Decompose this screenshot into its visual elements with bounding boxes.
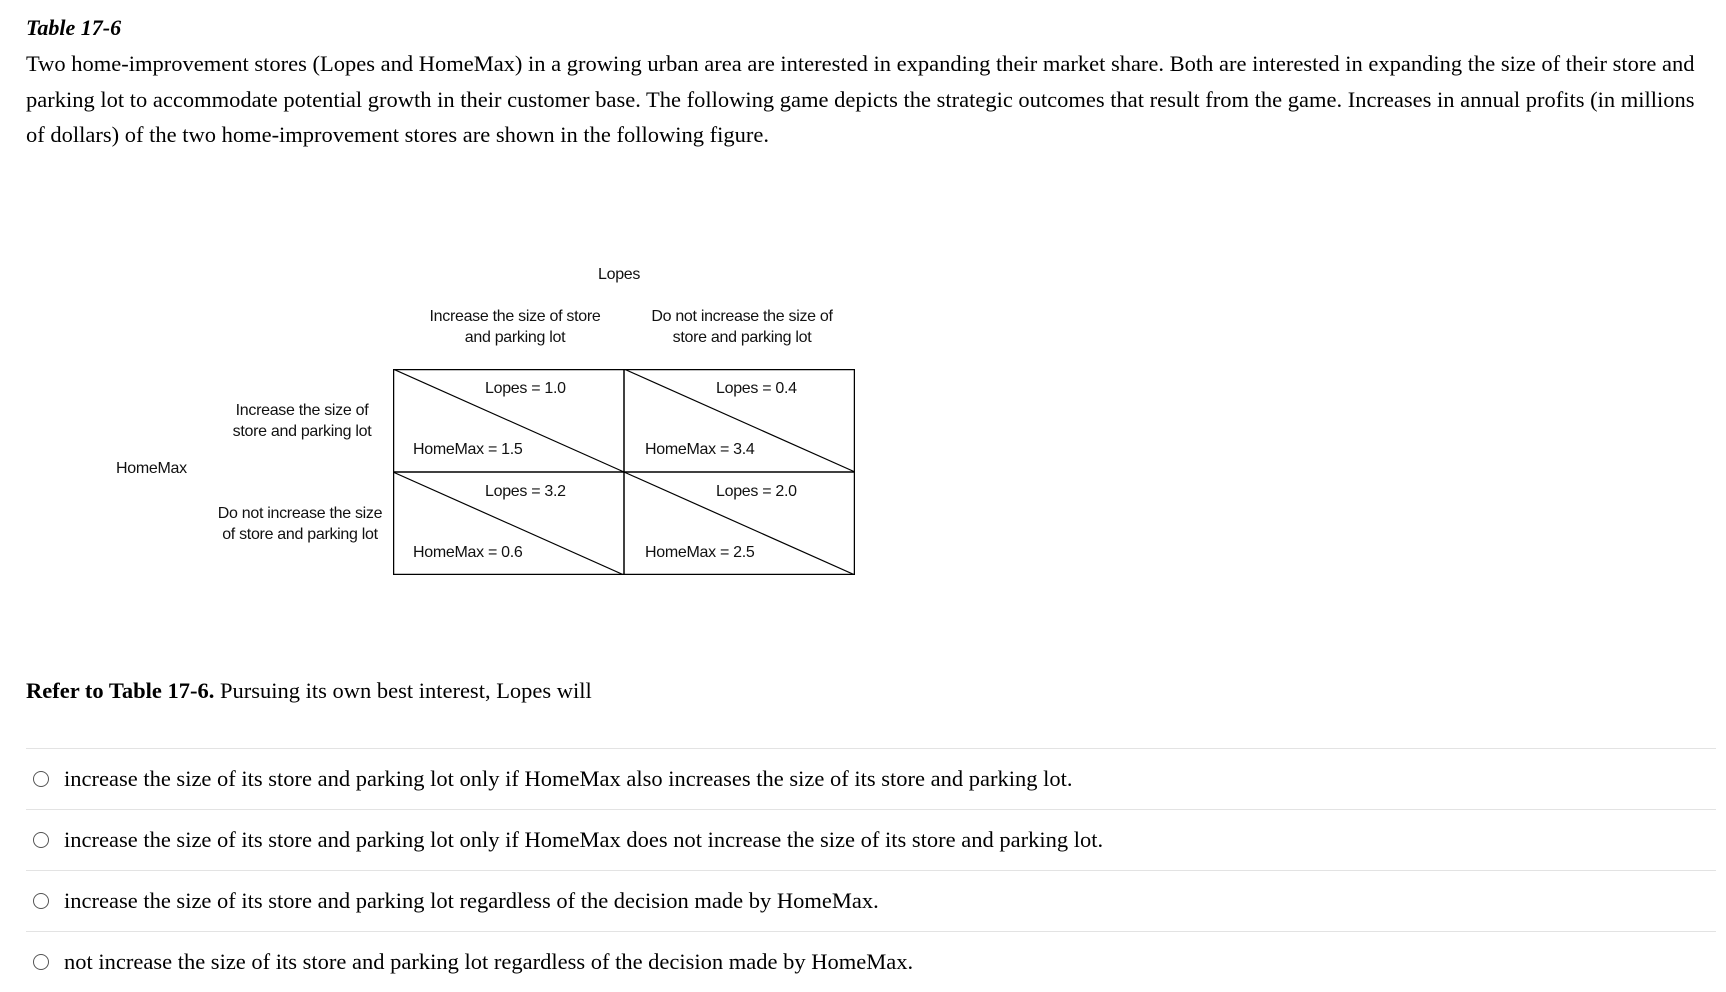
row-strategy-2: Do not increase the size of store and parking lot	[217, 505, 383, 543]
answer-option-a[interactable]	[26, 748, 1716, 809]
cell-4-homemax-payoff: HomeMax = 2.5	[645, 544, 755, 561]
cell-1-lopes-payoff: Lopes = 1.0	[485, 380, 566, 397]
radio-button-icon[interactable]	[33, 832, 49, 848]
radio-button-icon[interactable]	[33, 954, 49, 970]
cell-4-lopes-payoff: Lopes = 2.0	[716, 483, 797, 500]
col-strategy-1: Increase the size of store and parking lot	[429, 308, 601, 346]
answer-option-d[interactable]	[26, 931, 1716, 992]
question-stem	[26, 678, 592, 704]
cell-3-lopes-payoff: Lopes = 3.2	[485, 483, 566, 500]
question-reference: Refer to Table 17-6.	[26, 678, 215, 703]
col-player-label: Lopes	[598, 266, 641, 283]
cell-2-lopes-payoff: Lopes = 0.4	[716, 380, 797, 397]
row-player-label: HomeMax	[116, 460, 187, 477]
answer-option-b[interactable]	[26, 809, 1716, 870]
question-text: Pursuing its own best interest, Lopes will	[214, 678, 592, 703]
answer-option-c[interactable]	[26, 870, 1716, 931]
cell-2-homemax-payoff: HomeMax = 3.4	[645, 441, 755, 458]
answer-options	[26, 748, 1716, 992]
cell-1-homemax-payoff: HomeMax = 1.5	[413, 441, 523, 458]
row-strategy-1: Increase the size of store and parking lot	[232, 402, 372, 440]
radio-button-icon[interactable]	[33, 893, 49, 909]
answer-option-label: not increase the size of its store and parking lot regardless of the decision made by HomeMax.	[64, 949, 914, 974]
intro-paragraph: Two home-improvement stores (Lopes and HomeMax) in a growing urban area are interested in expanding their market share. Both are interested in expanding the size of their store and parking lot to accommodate potential growth in their customer base. The following game depicts the strategic outcomes that result from the game. Increases in annual profits (in millions of dollars) of the two home-improvement stores are shown in the following figure.	[26, 51, 1695, 147]
col-strategy-2: Do not increase the size of store and parking lot	[651, 308, 833, 346]
answer-option-label: increase the size of its store and parking lot regardless of the decision made by HomeMax.	[64, 888, 879, 913]
answer-option-label: increase the size of its store and parking lot only if HomeMax also increases the size of its store and parking lot.	[64, 766, 1073, 791]
answer-option-label: increase the size of its store and parking lot only if HomeMax does not increase the size of its store and parking lot.	[64, 827, 1104, 852]
radio-button-icon[interactable]	[33, 771, 49, 787]
cell-3-homemax-payoff: HomeMax = 0.6	[413, 544, 523, 561]
table-title: Table 17-6	[26, 15, 122, 40]
